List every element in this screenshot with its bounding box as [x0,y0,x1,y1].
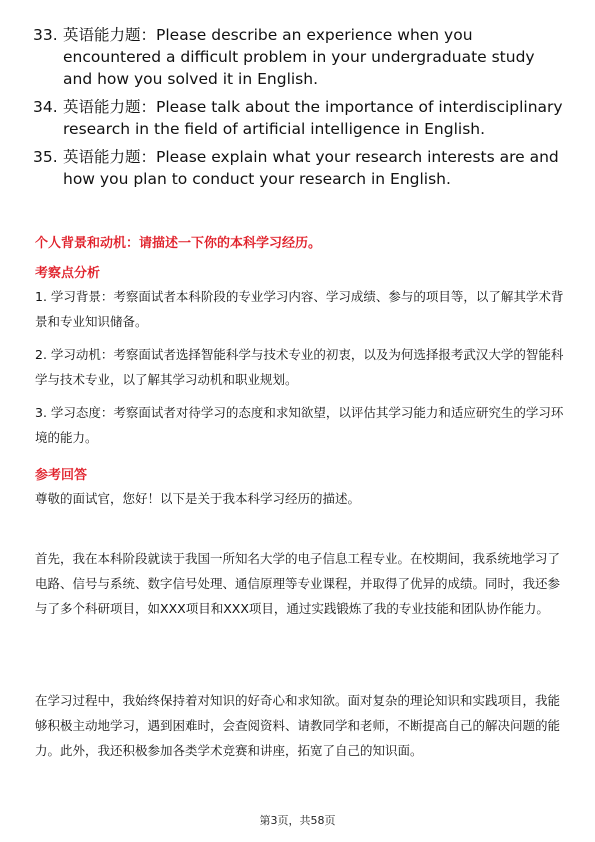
question-item [33,24,563,90]
question-number: 34. [33,98,58,116]
analysis-heading: 考察点分析 [35,266,101,281]
question-text: 英语能力题：Please explain what your research interests are and how you plan to conduct your research in English. [63,148,559,188]
question-number: 33. [33,26,58,44]
question-list [33,24,563,196]
analysis-item: 2. 学习动机：考察面试者选择智能科学与技术专业的初衷，以及为何选择报考武汉大学的智能科学与技术专业，以了解其学习动机和职业规划。 [35,347,564,387]
question-number: 35. [33,148,58,166]
question-text: 英语能力题：Please talk about the importance of interdisciplinary research in the field of artificial intelligence in English. [63,98,563,138]
page-number-footer: 第3页，共58页 [259,814,336,827]
answer-paragraph: 首先，我在本科阶段就读于我国一所知名大学的电子信息工程专业。在校期间，我系统地学习了电路、信号与系统、数字信号处理、通信原理等专业课程，并取得了优异的成绩。同时，我还参与了多个科研项目，如XXX项目和XXX项目，通过实践锻炼了我的专业技能和团队协作能力。 [35,551,561,616]
analysis-item: 3. 学习态度：考察面试者对待学习的态度和求知欲望，以评估其学习能力和适应研究生的学习环境的能力。 [35,405,564,445]
main-question-heading: 个人背景和动机：请描述一下你的本科学习经历。 [35,236,322,251]
answer-paragraph: 在学习过程中，我始终保持着对知识的好奇心和求知欲。面对复杂的理论知识和实践项目，我能够积极主动地学习，遇到困难时，会查阅资料、请教同学和老师，不断提高自己的解决问题的能力。此外，我还积极参加各类学术竞赛和讲座，拓宽了自己的知识面。 [35,693,561,758]
answer-heading: 参考回答 [35,468,88,483]
question-item [33,146,563,190]
analysis-item: 1. 学习背景：考察面试者本科阶段的专业学习内容、学习成绩、参与的项目等，以了解其学术背景和专业知识储备。 [35,289,564,329]
answer-greeting: 尊敬的面试官，您好！以下是关于我本科学习经历的描述。 [35,491,361,506]
question-item [33,96,563,140]
question-text: 英语能力题：Please describe an experience when you encountered a difficult problem in your undergraduate study and how you solved it in English. [63,26,535,88]
